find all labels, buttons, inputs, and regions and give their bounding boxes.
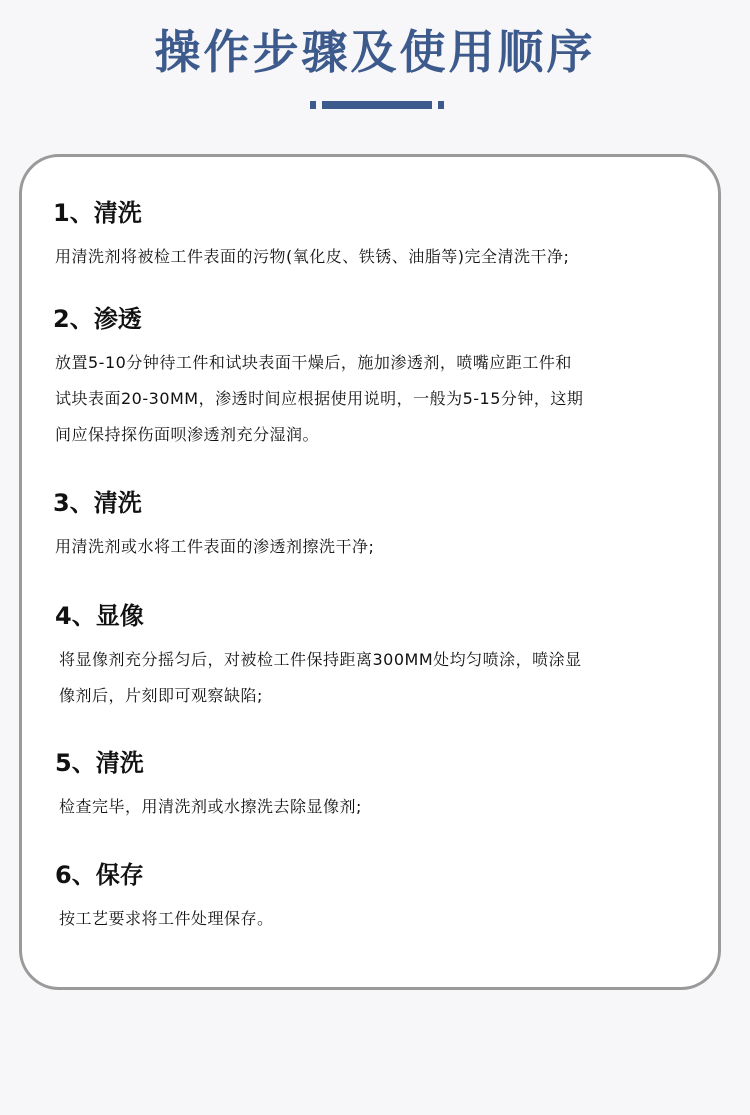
step-6-line-1: 按工艺要求将工件处理保存。	[59, 909, 274, 928]
step-6-body	[59, 901, 274, 937]
step-2-line-1: 放置5-10分钟待工件和试块表面干燥后，施加渗透剂，喷嘴应距工件和	[55, 353, 572, 372]
step-2-line-3: 间应保持探伤面呗渗透剂充分湿润。	[55, 425, 320, 444]
step-2-title: 2、渗透	[53, 305, 142, 333]
title-underline	[310, 101, 444, 109]
page-title: 操作步骤及使用顺序	[154, 25, 596, 79]
step-4-title: 4、显像	[55, 602, 144, 630]
step-3-title: 3、清洗	[53, 489, 142, 517]
step-1-body	[55, 239, 569, 275]
underline-bar	[322, 101, 432, 109]
step-2-body	[55, 345, 583, 453]
underline-dot-left	[310, 101, 316, 109]
step-4-line-2: 像剂后，片刻即可观察缺陷;	[59, 686, 263, 705]
step-5-line-1: 检查完毕，用清洗剂或水擦洗去除显像剂;	[59, 797, 362, 816]
steps-card	[19, 154, 721, 990]
step-5-title: 5、清洗	[55, 749, 144, 777]
step-4-body	[59, 642, 582, 714]
underline-dot-right	[438, 101, 444, 109]
step-4-line-1: 将显像剂充分摇匀后，对被检工件保持距离300MM处均匀喷涂，喷涂显	[59, 650, 582, 669]
step-5-body	[59, 789, 362, 825]
step-6-title: 6、保存	[55, 861, 144, 889]
step-2-line-2: 试块表面20-30MM，渗透时间应根据使用说明，一般为5-15分钟，这期	[55, 389, 584, 408]
step-1-title: 1、清洗	[53, 199, 142, 227]
step-3-body	[55, 529, 374, 565]
step-3-line-1: 用清洗剂或水将工件表面的渗透剂擦洗干净;	[55, 537, 375, 556]
step-1-line-1: 用清洗剂将被检工件表面的污物(氧化皮、铁锈、油脂等)完全清洗干净;	[55, 247, 570, 266]
